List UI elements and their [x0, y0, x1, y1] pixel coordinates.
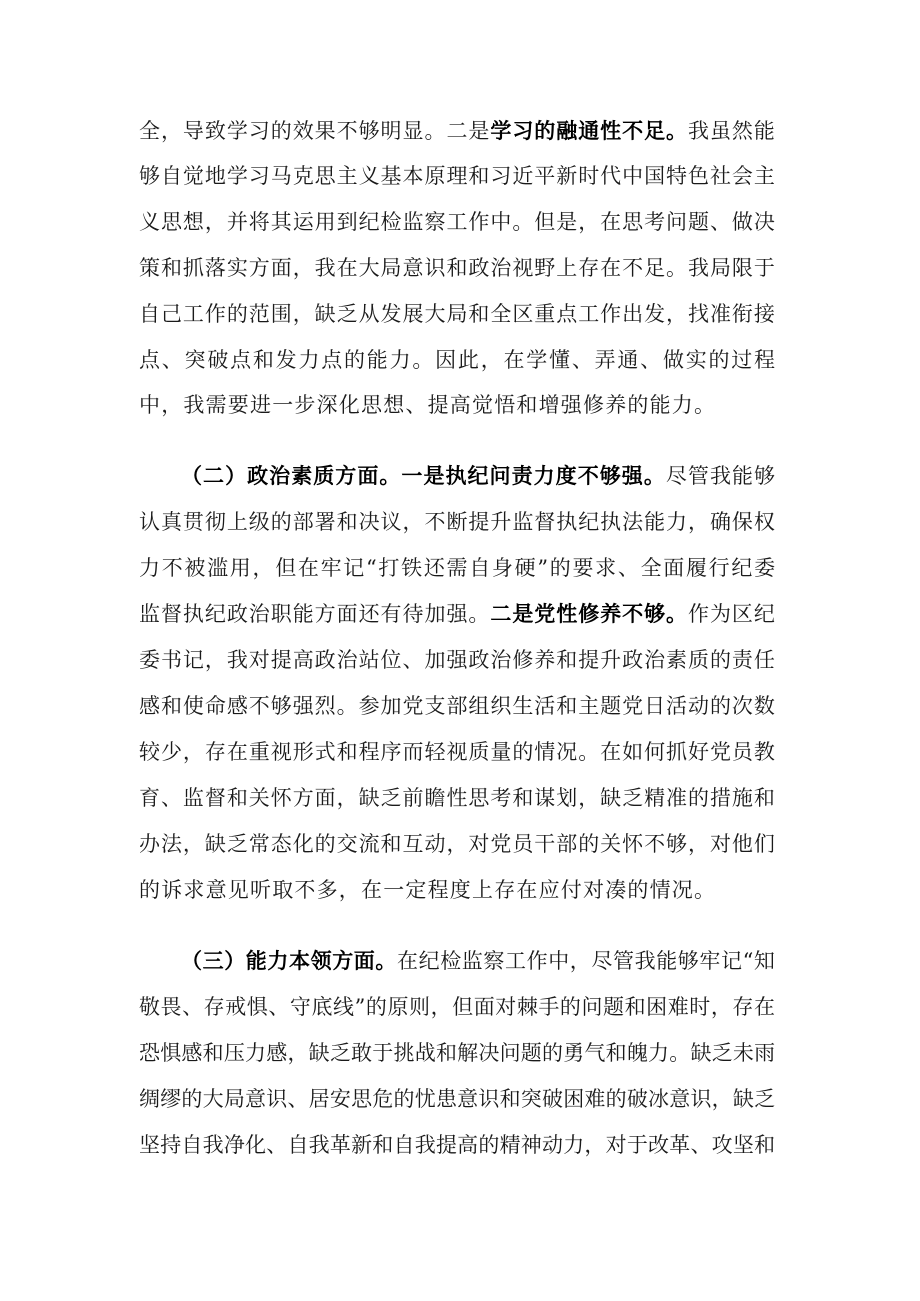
text-line	[139, 346, 777, 374]
body-text: 较少，存在重视形式和程序而轻视质量的情况。在如何抓好党员教	[139, 740, 776, 764]
body-text: 中，我需要进一步深化思想、提高觉悟和增强修养的能力。	[139, 393, 717, 417]
body-text: 自己工作的范围，缺乏从发展大局和全区重点工作出发，找准衔接	[139, 302, 776, 326]
text-line	[139, 692, 776, 720]
text-line	[139, 254, 776, 282]
body-text: 敬畏、存戒惧、守底线”的原则，但面对棘手的问题和困难时，存在	[139, 995, 776, 1019]
text-line	[139, 554, 777, 582]
text-line	[139, 600, 776, 628]
text-line	[181, 947, 776, 975]
text-line	[181, 462, 776, 490]
body-text: 育、监督和关怀方面，缺乏前瞻性思考和谋划，缺乏精准的措施和	[139, 786, 776, 810]
body-text: 策和抓落实方面，我在大局意识和政治视野上存在不足。我局限于	[139, 256, 776, 280]
text-line	[139, 508, 776, 536]
body-text: 尽管我能够	[665, 464, 777, 488]
body-text: 感和使命感不够强烈。参加党支部组织生活和主题党日活动的次数	[139, 694, 776, 718]
body-text: 我虽然能	[688, 119, 776, 143]
text-line	[139, 208, 776, 236]
body-text: 办法，缺乏常态化的交流和互动，对党员干部的关怀不够，对他们	[139, 832, 776, 856]
text-line	[139, 300, 776, 328]
text-line	[139, 876, 716, 904]
bold-heading-text: （二）政治素质方面。一是执纪问责力度不够强。	[181, 464, 666, 488]
text-line	[139, 830, 776, 858]
body-text: 委书记，我对提高政治站位、加强政治修养和提升政治素质的责任	[139, 648, 776, 672]
text-line	[139, 391, 716, 419]
body-text: 够自觉地学习马克思主义基本原理和习近平新时代中国特色社会主	[139, 164, 776, 188]
body-text: 认真贯彻上级的部署和决议，不断提升监督执纪执法能力，确保权	[139, 510, 776, 534]
body-text: 全，导致学习的效果不够明显。二是	[139, 119, 491, 143]
body-text: 的诉求意见听取不多，在一定程度上存在应付对凑的情况。	[139, 878, 717, 902]
text-line	[139, 784, 776, 812]
text-line	[139, 993, 776, 1021]
text-line	[139, 1085, 775, 1113]
body-text: 力不被滥用，但在牢记“打铁还需自身硬”的要求、全面履行纪委	[139, 556, 777, 580]
text-line	[139, 646, 776, 674]
body-text: 绸缪的大局意识、居安思危的忧患意识和突破困难的破冰意识，缺乏	[139, 1087, 776, 1111]
body-text: 坚持自我净化、自我革新和自我提高的精神动力，对于改革、攻坚和	[139, 1133, 776, 1157]
body-text: 在纪检监察工作中，尽管我能够牢记“知	[397, 949, 776, 973]
body-text: 点、突破点和发力点的能力。因此，在学懂、弄通、做实的过程	[139, 348, 777, 372]
body-text: 作为区纪	[688, 602, 776, 626]
body-text: 监督执纪政治职能方面还有待加强。	[139, 602, 491, 626]
text-line	[139, 1039, 775, 1067]
body-text: 义思想，并将其运用到纪检监察工作中。但是，在思考问题、做决	[139, 210, 776, 234]
text-line	[139, 162, 776, 190]
bold-heading-text: 学习的融通性不足。	[490, 119, 688, 143]
text-line	[139, 738, 776, 766]
body-text: 恐惧感和压力感，缺乏敢于挑战和解决问题的勇气和魄力。缺乏未雨	[139, 1041, 776, 1065]
text-line	[139, 1131, 775, 1159]
bold-heading-text: （三）能力本领方面。	[181, 949, 397, 973]
bold-heading-text: 二是党性修养不够。	[490, 602, 688, 626]
text-line	[139, 117, 776, 145]
